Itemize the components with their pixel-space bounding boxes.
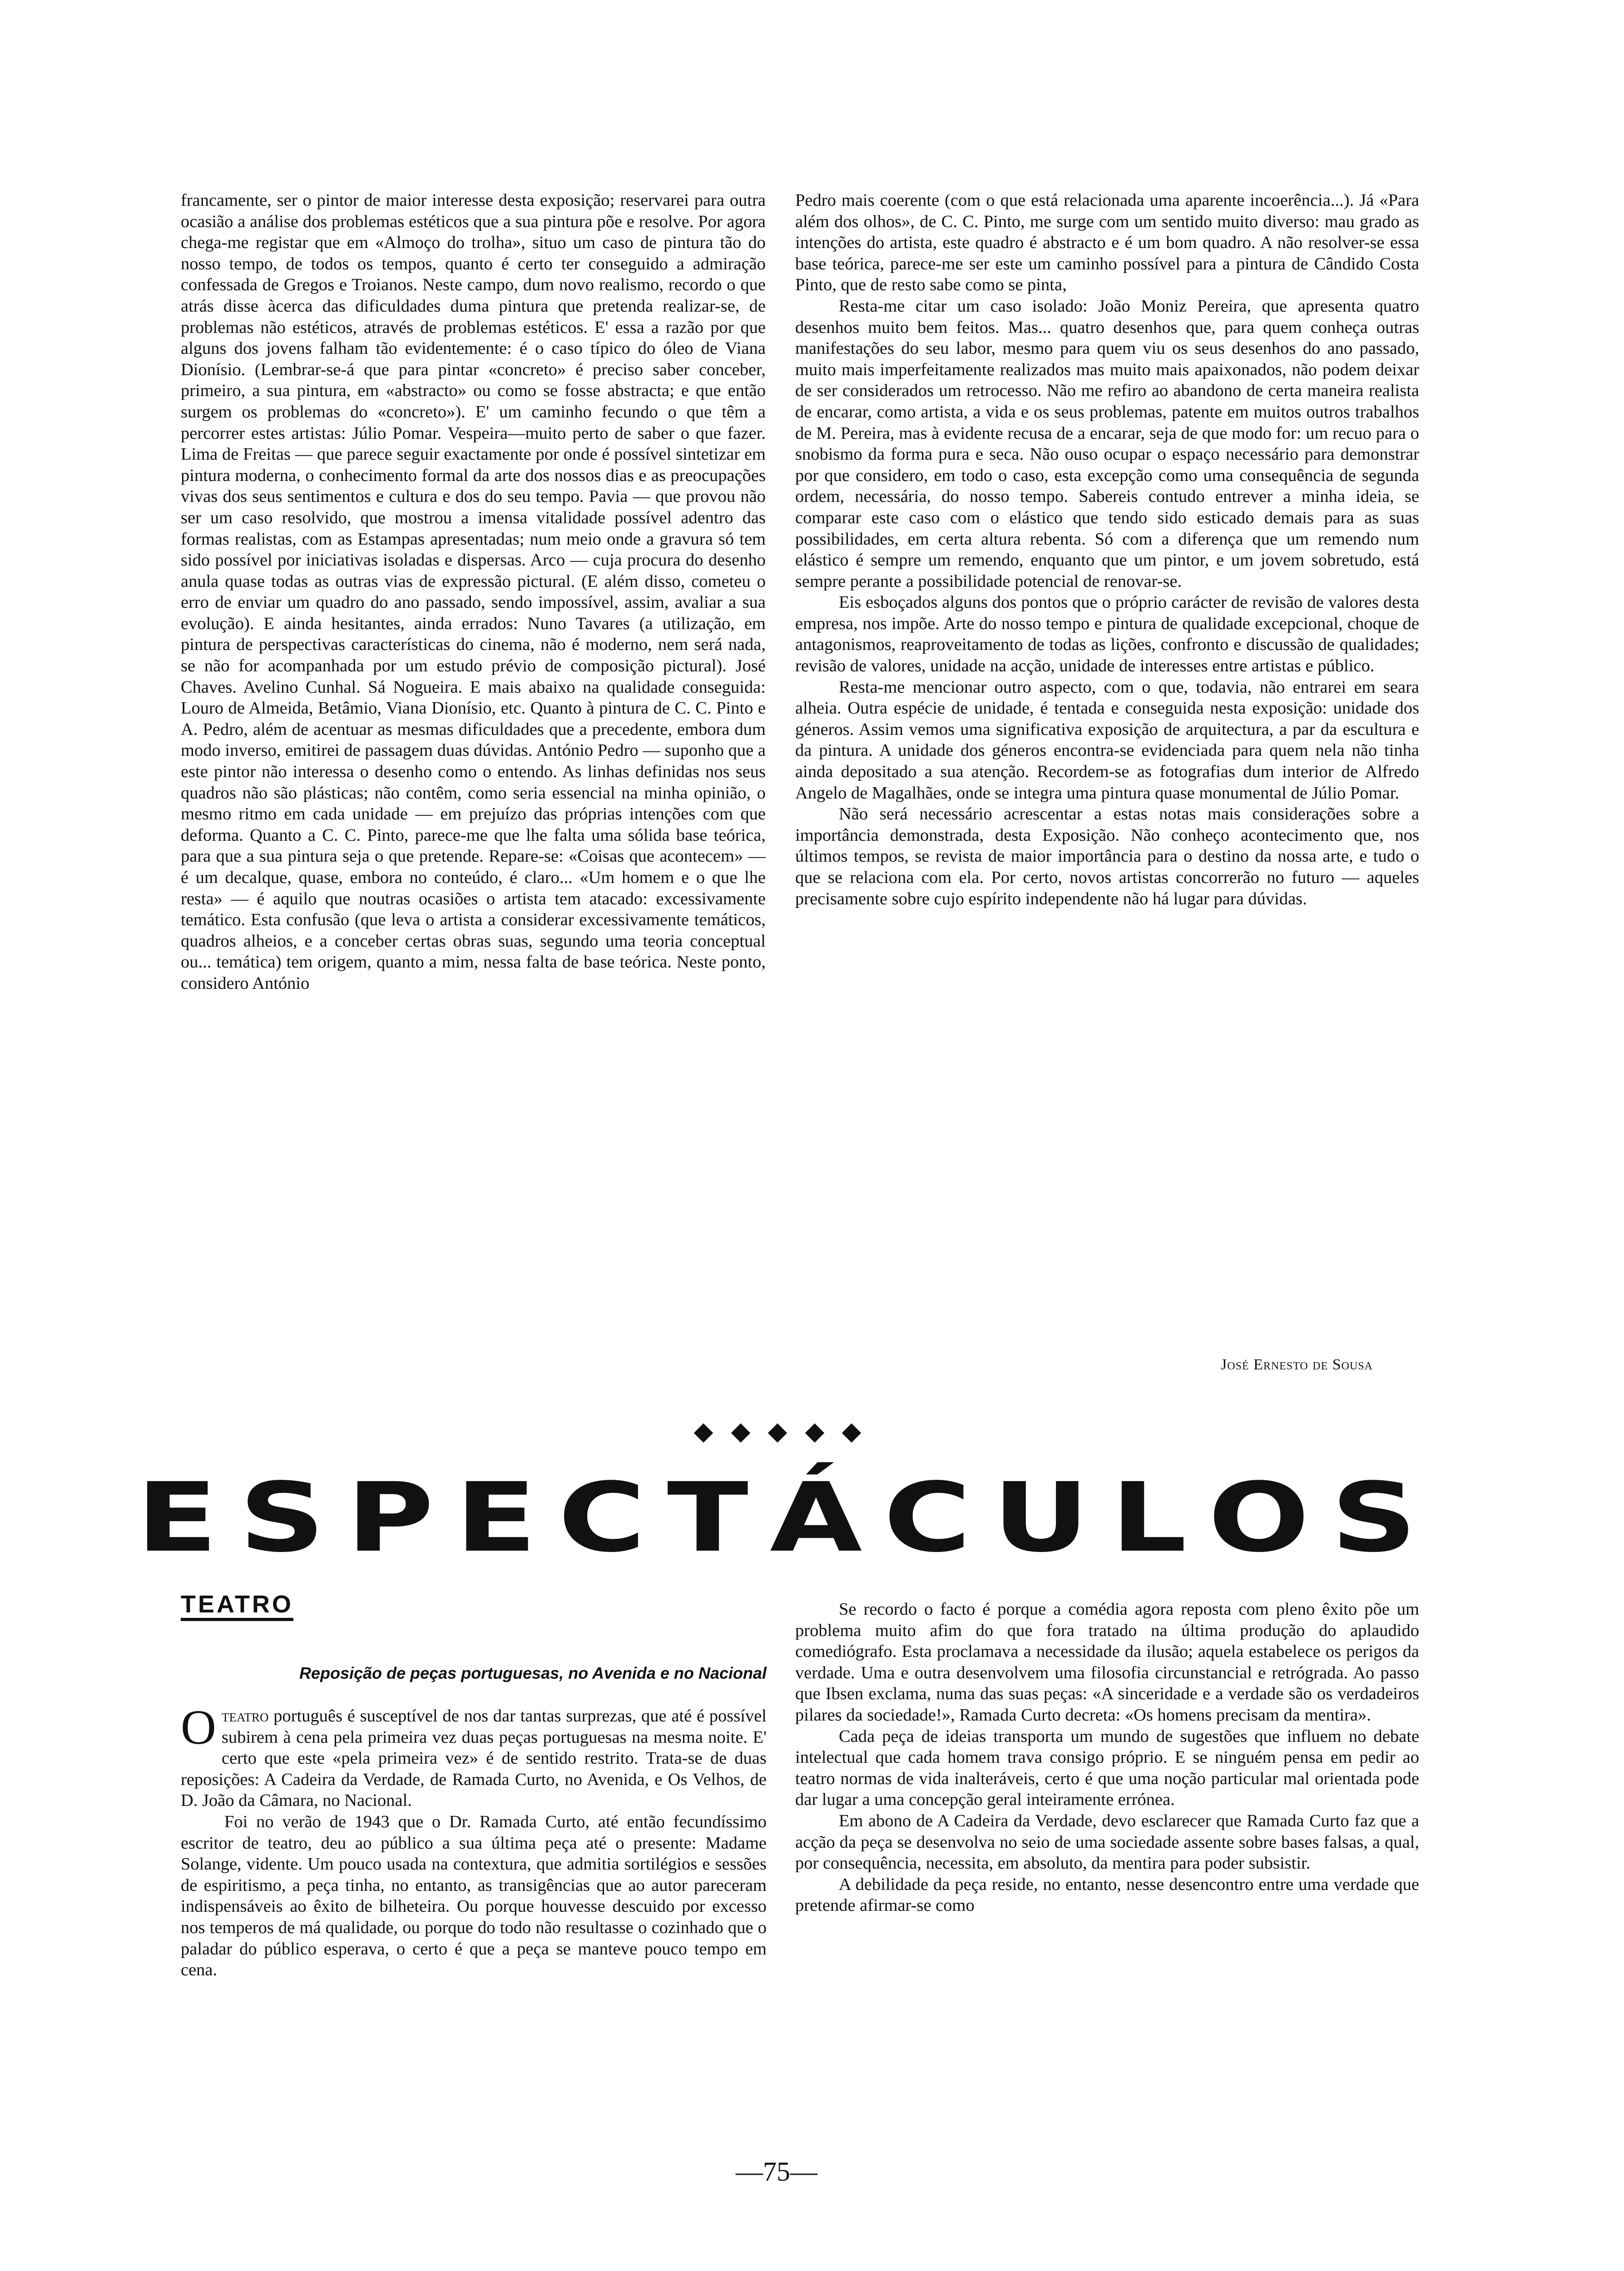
paragraph-text: português é susceptível de nos dar tantas surprezas, que até é possível subirem à cena pela primeira vez duas peças portuguesas na mesma noite. E' certo que este «pela primeira vez» é de sentido restrito. Trata-se de duas reposições: A Cadeira da Verdade, de Ramada Curto, no Avenida, e Os Velhos, de D. João da Câmara, no Nacional. [181,1706,767,1810]
paragraph: Se recordo o facto é porque a comédia agora reposta com pleno êxito põe um problema muito afim do que fora tratado na última produção do aplaudido comediógrafo. Esta proclamava a necessidade da ilusão; aquela estabelece os perigos da verdade. Uma e outra desenvolvem uma filosofia circunstancial e retrógrada. Ao passo que Ibsen exclama, numa das suas peças: «A sinceridade e a verdade são os verdadeiros pilares da sociedade!», Ramada Curto decreta: «Os homens precisam da mentira». [795,1600,1419,1725]
subsection-heading: TEATRO [181,1592,293,1621]
paragraph: Em abono de A Cadeira da Verdade, devo esclarecer que Ramada Curto faz que a acção da peça se desenvolva no seio de uma sociedade assente sobre bases falsas, a qual, por consequência, necessita, em absoluto, da mentira para poder subsistir. [795,1811,1419,1873]
ornament-divider [687,1419,868,1447]
paragraph: Eis esboçados alguns dos pontos que o próprio carácter de revisão de valores desta empresa, nos impõe. Arte do nosso tempo e pintura de qualidade excepcional, choque de antagonismos, reaproveitamento de todas as lições, confronto e discussão de qualidades; revisão de valores, unidade na acção, unidade de interesses entre artistas e público. [795,593,1419,676]
section-title-letter: C [558,1462,646,1573]
section-title-letter: C [883,1462,971,1573]
drop-cap: O [181,1701,216,1755]
diamond-icon [768,1423,787,1443]
section-title-letter: E [136,1462,218,1573]
diamond-icon [805,1423,824,1443]
article-top-left-column [181,190,766,994]
section-title-letter: P [346,1462,434,1573]
section-title-letter: T [667,1462,748,1573]
author-signature: José Ernesto de Sousa [1221,1356,1373,1373]
section-title-letter: L [1110,1462,1187,1573]
paragraph: A debilidade da peça reside, no entanto, nesse desencontro entre uma verdade que pretende afirmar-se como [795,1874,1419,1915]
article-top-right-column [795,190,1419,909]
diamond-icon [694,1423,713,1443]
section-title-letter: U [992,1462,1089,1573]
subsection-subheading: Reposição de peças portuguesas, no Avenida e no Nacional [299,1664,767,1682]
article-bottom-left-column [181,1701,767,1981]
diamond-icon [731,1423,750,1443]
paragraph: Resta-me mencionar outro aspecto, com o que, todavia, não entrarei em seara alheia. Outra espécie de unidade, é tentada e conseguida nesta exposição: unidade dos géneros. Assim vemos uma significativa exposição de arquitectura, a par da escultura e da pintura. A unidade dos géneros encontra-se evidenciada para quem nela não tinha ainda depositado a sua atenção. Recordem-se as fotografias dum interior de Alfredo Angelo de Magalhães, onde se integra uma pintura quase monumental de Júlio Pomar. [795,677,1419,803]
diamond-icon [842,1423,861,1443]
first-word: teatro [222,1706,269,1726]
section-title-letter: S [239,1462,325,1573]
paragraph: Cada peça de ideias transporta um mundo de sugestões que influem no debate intelectual que cada homem trava consigo próprio. E se ninguém pensa em pedir ao teatro normas de vida inalteráveis, certo é que uma noção particular mal orientada pode dar lugar a uma concepção geral inteiramente errónea. [795,1726,1419,1810]
paragraph [181,1701,767,1811]
section-title-letter: E [455,1462,537,1573]
page-number: —75— [736,2157,817,2187]
section-title [136,1463,1417,1572]
paragraph: Pedro mais coerente (com o que está relacionada uma aparente incoerência...). Já «Para além dos olhos», de C. C. Pinto, me surge com um sentido muito diverso: mau grado as intenções do artista, este quadro é abstracto e é um bom quadro. A não resolver-se essa base teórica, parece-me ser este um caminho possível para a pintura de Cândido Costa Pinto, que de resto sabe como se pinta, [795,191,1419,295]
article-bottom-right-column [795,1599,1419,1916]
paragraph: Não será necessário acrescentar a estas notas mais considerações sobre a importância demonstrada, desta Exposição. Não conheço acontecimento que, nos últimos tempos, se revista de maior importância para o destino da nossa arte, e tudo o que se relaciona com ela. Por certo, novos artistas concorrerão no futuro — aqueles precisamente sobre cujo espírito independente não há lugar para dúvidas. [795,804,1419,908]
section-title-letter: Á [770,1462,862,1573]
paragraph: Foi no verão de 1943 que o Dr. Ramada Curto, até então fecundíssimo escritor de teatro, deu ao público a sua última peça até o presente: Madame Solange, vidente. Um pouco usada na contextura, que admitia sortilégios e sessões de espiritismo, a peça tinha, no entanto, as transigências que ao autor pareceram indispensáveis ao êxito de bilheteira. Ou porque houvesse descuido por excesso nos temperos de má qualidade, ou porque do todo não resultasse o cozinhado que o paladar do público esperava, o certo é que a peça se manteve pouco tempo em cena. [181,1812,767,1980]
paragraph: Resta-me citar um caso isolado: João Moniz Pereira, que apresenta quatro desenhos muito bem feitos. Mas... quatro desenhos que, para quem conheça outras manifestações do seu labor, mesmo para quem viu os seus desenhos do ano passado, muito mais imperfeitamente realizados mas muito mais apaixonados, não podem deixar de ser considerados um retrocesso. Não me refiro ao abandono de certa maneira realista de encarar, como artista, a vida e os seus problemas, patente em muitos outros trabalhos de M. Pereira, mas à evidente recusa de a encarar, seja de que modo for: um recuo para o snobismo da forma pura e seca. Não ouso ocupar o espaço necessário para demonstrar por que considero, em todo o caso, esta excepção como uma consequência de segunda ordem, necessária, do nosso tempo. Sabereis contudo entrever a minha ideia, se comparar este caso com o elástico que tendo sido esticado demais para as suas possibilidades, em certa altura rebenta. Só com a diferença que um remendo num elástico é sempre um remendo, enquanto que um pintor, e um jovem sobretudo, está sempre perante a possibilidade potencial de renovar-se. [795,296,1419,591]
section-title-letter: O [1208,1462,1310,1573]
section-title-letter: S [1331,1462,1417,1573]
paragraph: francamente, ser o pintor de maior interesse desta exposição; reservarei para outra ocasião a análise dos problemas estéticos que a sua pintura põe e resolve. Por agora chega-me registar que em «Almoço do trolha», situo um caso de pintura tão do nosso tempo, de todos os tempos, quanto é certo ter conseguido a admiração confessada de Gregos e Troianos. Neste campo, dum novo realismo, recordo o que atrás disse àcerca das dificuldades duma pintura que pretenda realizar-se, de problemas não estéticos, através de problemas estéticos. E' essa a razão por que alguns dos jovens falham tão evidentemente: é o caso típico do óleo de Viana Dionísio. (Lembrar-se-á que para pintar «concreto» é preciso saber conceber, primeiro, a sua pintura, em «abstracto» ou como se fosse abstracta; e que então surgem os problemas do «concreto»). E' um caminho fecundo o que têm a percorrer estes artistas: Júlio Pomar. Vespeira—muito perto de saber o que fazer. Lima de Freitas — que parece seguir exactamente por onde é possível sintetizar em pintura moderna, o conhecimento formal da arte dos nossos dias e as preocupações vivas dos seus sentimentos e cultura e dos do seu tempo. Pavia — que provou não ser um caso resolvido, que mostrou a imensa vitalidade possível adentro das formas realistas, com as Estampas apresentadas; num meio onde a gravura só tem sido possível por iniciativas isoladas e dispersas. Arco — cuja procura do desenho anula quase todas as outras vias de expressão pictural. (E além disso, cometeu o erro de enviar um quadro do ano passado, sendo impossível, assim, avaliar a sua evolução). E ainda hesitantes, ainda errados: Nuno Tavares (a utilização, em pintura de perspectivas características do cinema, não é moderno, nem será nada, se não for acompanhada por um estudo prévio de composição pictural). José Chaves. Avelino Cunhal. Sá Nogueira. E mais abaixo na qualidade conseguida: Louro de Almeida, Betâmio, Viana Dionísio, etc. Quanto à pintura de C. C. Pinto e A. Pedro, além de acentuar as mesmas dificuldades que a precedente, embora dum modo inverso, emitirei de passagem duas dúvidas. António Pedro — suponho que a este pintor não interessa o desenho como o entendo. As linhas definidas nos seus quadros não são plásticas; não contêm, como seria essencial na minha opinião, o mesmo ritmo em cada unidade — em prejuízo das próprias intenções com que deforma. Quanto a C. C. Pinto, parece-me que lhe falta uma sólida base teórica, para que a sua pintura seja o que pretende. Repare-se: «Coisas que acontecem» — é um decalque, quase, embora no conteúdo, é claro... «Um homem e o que lhe resta» — é aquilo que noutras ocasiões o artista tem atacado: excessivamente temático. Esta confusão (que leva o artista a considerar excessivamente temáticos, quadros alheios, e a conceber certas obras suas, segundo uma teoria conceptual ou... temática) tem origem, quanto a mim, nessa falta de base teórica. Neste ponto, considero António [181,191,766,993]
